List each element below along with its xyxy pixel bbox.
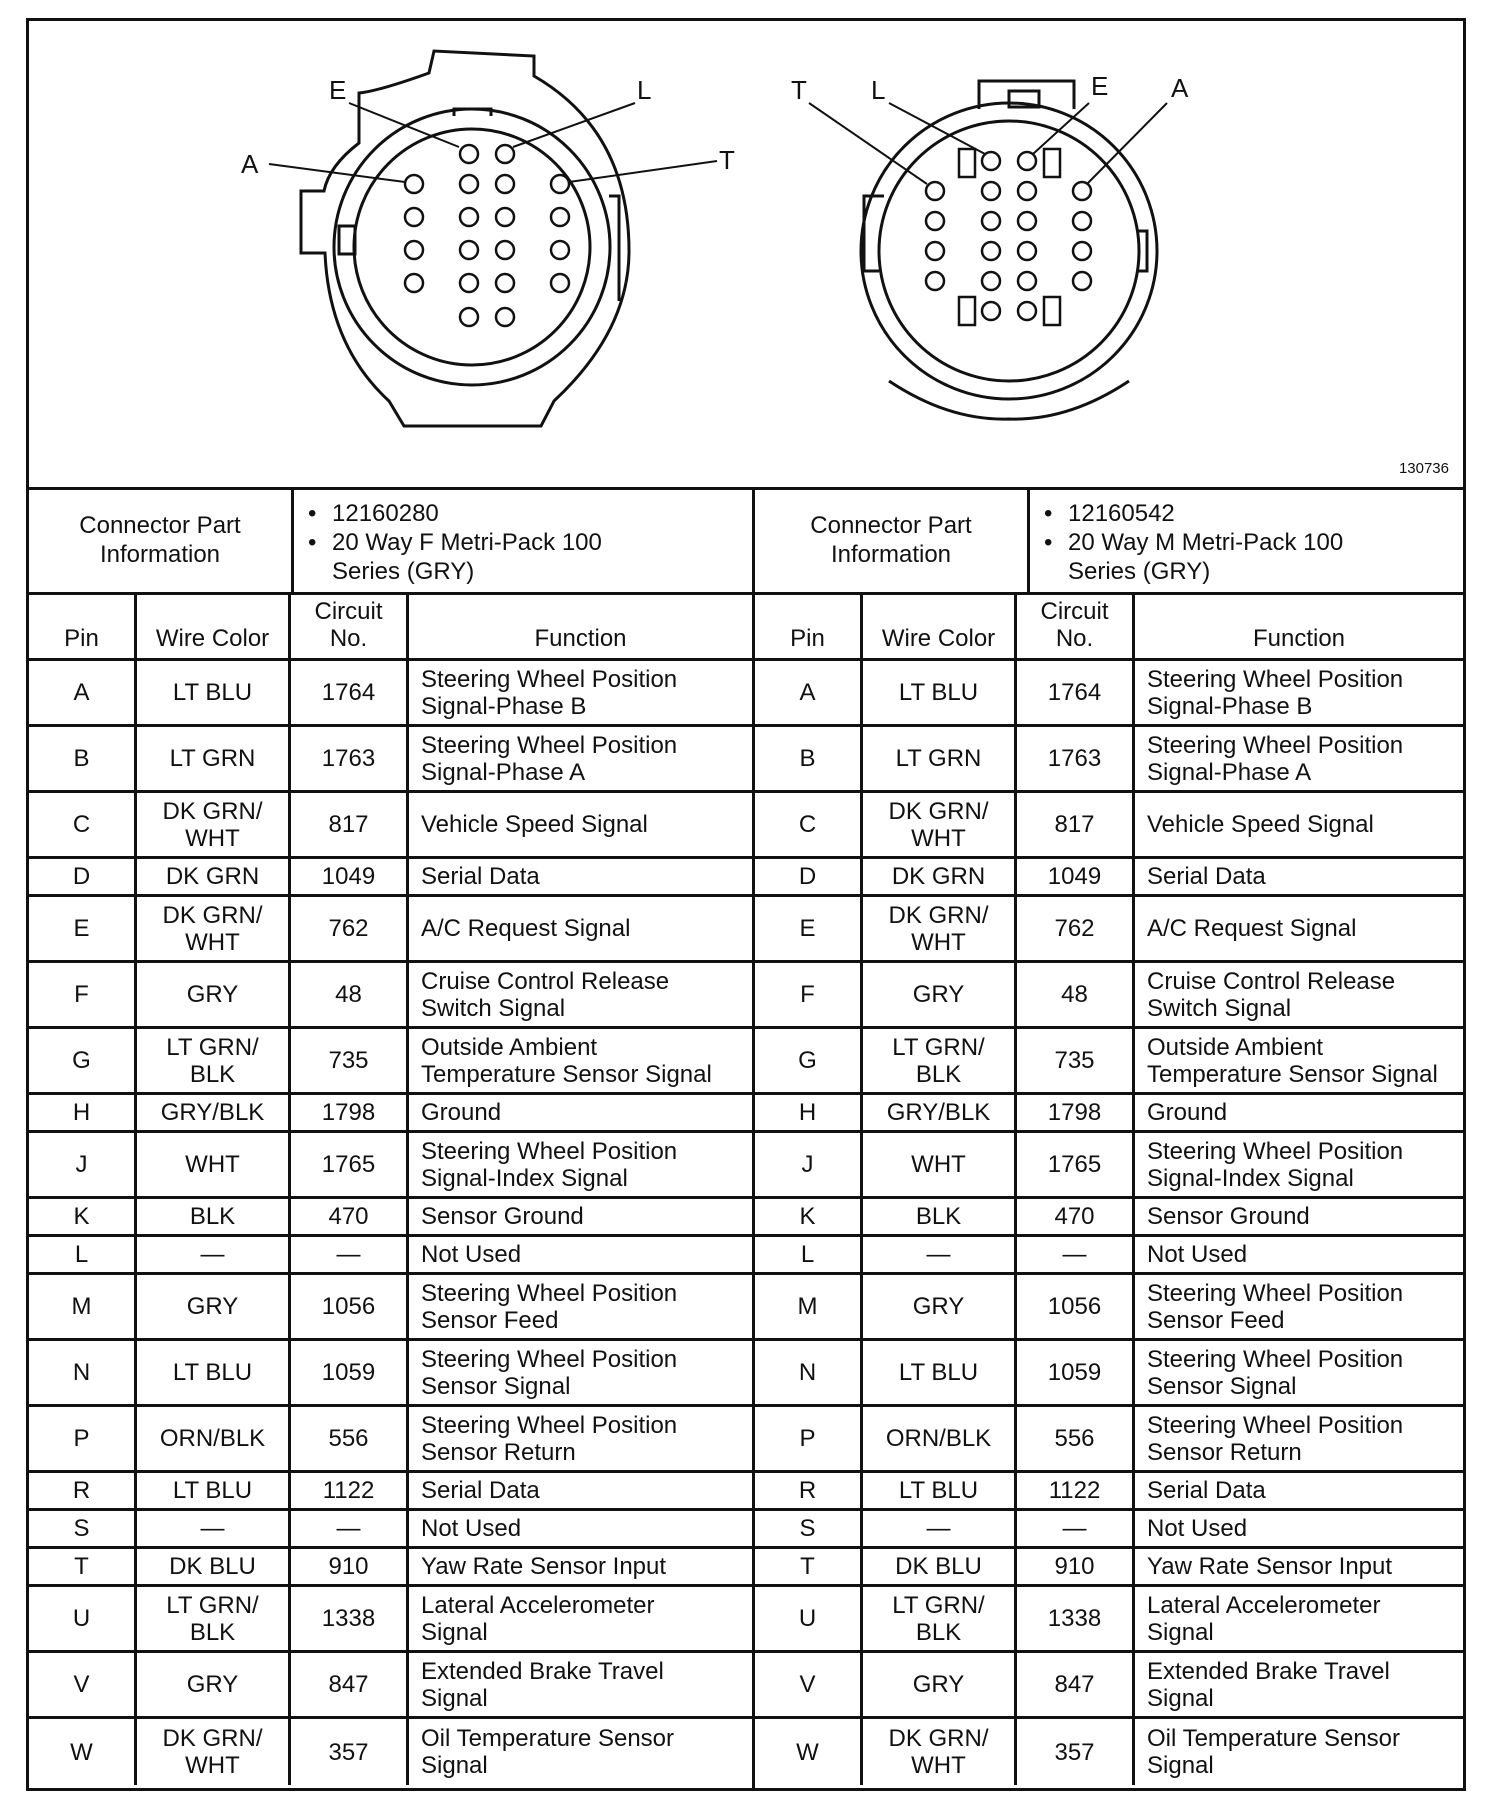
wire-color-cell: LT GRN/ BLK <box>863 1587 1017 1650</box>
table-row <box>29 727 752 793</box>
pin-cell: M <box>29 1275 137 1338</box>
pin-cell: J <box>29 1133 137 1196</box>
pin-cell: W <box>29 1719 137 1785</box>
circuit-cell: 735 <box>1017 1029 1135 1092</box>
wire-color-cell: LT BLU <box>137 1473 291 1508</box>
circuit-cell: 556 <box>1017 1407 1135 1470</box>
table-row <box>29 1549 752 1587</box>
function-cell: Ground <box>1147 1099 1228 1126</box>
circuit-cell: 847 <box>1017 1653 1135 1716</box>
pin-cell: N <box>755 1341 863 1404</box>
right-part-description: • 20 Way M Metri-Pack 100 Series (GRY) <box>1068 528 1463 586</box>
col-pin: Pin <box>755 595 863 658</box>
pin-cell: R <box>29 1473 137 1508</box>
function-cell: Serial Data <box>1147 863 1266 890</box>
circuit-cell: 357 <box>291 1719 409 1785</box>
pin-cell: C <box>29 793 137 856</box>
table-row <box>29 1407 752 1473</box>
col-wire-color: Wire Color <box>137 595 291 658</box>
left-callout-lines <box>269 103 717 182</box>
circuit-cell: 48 <box>291 963 409 1026</box>
circuit-cell: 1764 <box>291 661 409 724</box>
pin-cell: E <box>29 897 137 960</box>
table-row <box>29 1095 752 1133</box>
left-header-label: Connector Part Information <box>29 487 294 592</box>
left-connector-header <box>29 487 752 595</box>
table-row <box>755 1653 1463 1719</box>
circuit-cell: — <box>291 1511 409 1546</box>
pin-cell: S <box>29 1511 137 1546</box>
circuit-cell: 1763 <box>291 727 409 790</box>
table-row <box>29 661 752 727</box>
pin-cell: G <box>755 1029 863 1092</box>
wire-color-cell: LT BLU <box>137 661 291 724</box>
circuit-cell: 1338 <box>291 1587 409 1650</box>
pin-cell: H <box>755 1095 863 1130</box>
wire-color-cell: DK GRN <box>863 859 1017 894</box>
pin-cell: N <box>29 1341 137 1404</box>
wire-color-cell: GRY/BLK <box>137 1095 291 1130</box>
left-label-l: L <box>637 75 652 105</box>
function-cell: Steering Wheel Position Sensor Return <box>1147 1411 1404 1466</box>
right-column-headers <box>755 595 1463 661</box>
function-cell: Cruise Control Release Switch Signal <box>421 967 670 1022</box>
function-cell: Serial Data <box>421 1477 540 1504</box>
table-row <box>29 1133 752 1199</box>
circuit-cell: 357 <box>1017 1719 1135 1785</box>
function-cell: Steering Wheel Position Signal-Phase A <box>1147 731 1404 786</box>
pin-cell: U <box>29 1587 137 1650</box>
table-row <box>29 793 752 859</box>
pin-cell: T <box>755 1549 863 1584</box>
circuit-cell: 847 <box>291 1653 409 1716</box>
table-row <box>755 727 1463 793</box>
wire-color-cell: BLK <box>137 1199 291 1234</box>
function-cell: Oil Temperature Sensor Signal <box>421 1725 675 1779</box>
function-cell: A/C Request Signal <box>421 915 631 942</box>
pin-cell: J <box>755 1133 863 1196</box>
wire-color-cell: GRY <box>137 1653 291 1716</box>
pin-cell: M <box>755 1275 863 1338</box>
table-row <box>755 1549 1463 1587</box>
function-cell: Not Used <box>421 1515 522 1542</box>
function-cell: Steering Wheel Position Signal-Phase A <box>421 731 678 786</box>
wire-color-cell: ORN/BLK <box>137 1407 291 1470</box>
table-row <box>755 1511 1463 1549</box>
circuit-cell: 735 <box>291 1029 409 1092</box>
right-part-number: • 12160542 <box>1068 499 1463 528</box>
pin-cell: F <box>755 963 863 1026</box>
function-cell: Outside Ambient Temperature Sensor Signal <box>1147 1033 1438 1088</box>
circuit-cell: 1059 <box>291 1341 409 1404</box>
circuit-cell: 1763 <box>1017 727 1135 790</box>
col-circuit: Circuit No. <box>1017 595 1135 658</box>
table-row <box>29 1653 752 1719</box>
wire-color-cell: GRY <box>863 1275 1017 1338</box>
table-row <box>29 1473 752 1511</box>
function-cell: Vehicle Speed Signal <box>421 811 648 838</box>
pin-cell: K <box>29 1199 137 1234</box>
wire-color-cell: DK GRN <box>137 859 291 894</box>
table-row <box>755 1587 1463 1653</box>
circuit-cell: — <box>291 1237 409 1272</box>
wire-color-cell: DK GRN/ WHT <box>137 1719 291 1785</box>
circuit-cell: 1122 <box>291 1473 409 1508</box>
left-part-description: • 20 Way F Metri-Pack 100 Series (GRY) <box>332 528 752 586</box>
table-row <box>29 1029 752 1095</box>
table-row <box>29 1199 752 1237</box>
function-cell: Not Used <box>421 1241 522 1268</box>
function-cell: Serial Data <box>1147 1477 1266 1504</box>
col-function: Function <box>534 625 627 652</box>
pin-cell: D <box>29 859 137 894</box>
right-pin-rows <box>755 661 1463 1785</box>
pin-cell: A <box>29 661 137 724</box>
wire-color-cell: GRY/BLK <box>863 1095 1017 1130</box>
table-row <box>755 1407 1463 1473</box>
pin-cell: V <box>755 1653 863 1716</box>
wire-color-cell: GRY <box>863 963 1017 1026</box>
pin-cell: F <box>29 963 137 1026</box>
table-row <box>29 1275 752 1341</box>
function-cell: Outside Ambient Temperature Sensor Signal <box>421 1033 712 1088</box>
wire-color-cell: — <box>863 1511 1017 1546</box>
circuit-cell: 470 <box>291 1199 409 1234</box>
wire-color-cell: DK GRN/ WHT <box>863 897 1017 960</box>
table-row <box>755 1199 1463 1237</box>
function-cell: Steering Wheel Position Sensor Feed <box>421 1279 678 1334</box>
right-connector-inner-ring <box>879 121 1139 381</box>
col-circuit: Circuit No. <box>291 595 409 658</box>
wire-color-cell: GRY <box>137 1275 291 1338</box>
pin-cell: P <box>29 1407 137 1470</box>
circuit-cell: — <box>1017 1511 1135 1546</box>
table-row <box>755 793 1463 859</box>
pin-cell: T <box>29 1549 137 1584</box>
wire-color-cell: LT BLU <box>863 1473 1017 1508</box>
right-connector-ring <box>861 103 1157 399</box>
function-cell: Extended Brake Travel Signal <box>421 1657 664 1712</box>
function-cell: Oil Temperature Sensor Signal <box>1147 1725 1401 1779</box>
pin-cell: W <box>755 1719 863 1785</box>
circuit-cell: 1798 <box>1017 1095 1135 1130</box>
wire-color-cell: GRY <box>863 1653 1017 1716</box>
function-cell: Vehicle Speed Signal <box>1147 811 1374 838</box>
connector-diagram <box>29 21 1463 490</box>
table-row <box>29 1341 752 1407</box>
right-label-l: L <box>871 75 886 105</box>
pin-cell: C <box>755 793 863 856</box>
function-cell: Steering Wheel Position Signal-Phase B <box>421 665 678 720</box>
right-pin-holes <box>926 149 1091 325</box>
pin-cell: B <box>29 727 137 790</box>
wire-color-cell: DK BLU <box>137 1549 291 1584</box>
right-connector-header <box>755 487 1463 595</box>
function-cell: Cruise Control Release Switch Signal <box>1147 967 1396 1022</box>
circuit-cell: 1056 <box>291 1275 409 1338</box>
function-cell: Steering Wheel Position Sensor Signal <box>421 1345 678 1400</box>
pin-cell: B <box>755 727 863 790</box>
left-connector-shell <box>301 51 629 426</box>
function-cell: Lateral Accelerometer Signal <box>421 1591 655 1646</box>
pin-cell: L <box>29 1237 137 1272</box>
left-pin-rows <box>29 661 752 1785</box>
table-row <box>755 1029 1463 1095</box>
function-cell: Steering Wheel Position Signal-Index Signal <box>1147 1137 1404 1192</box>
function-cell: Steering Wheel Position Sensor Feed <box>1147 1279 1404 1334</box>
circuit-cell: 817 <box>291 793 409 856</box>
table-row <box>755 1095 1463 1133</box>
wire-color-cell: LT BLU <box>863 661 1017 724</box>
circuit-cell: 1765 <box>1017 1133 1135 1196</box>
col-wire-color: Wire Color <box>863 595 1017 658</box>
wire-color-cell: LT BLU <box>137 1341 291 1404</box>
pin-cell: P <box>755 1407 863 1470</box>
circuit-cell: 910 <box>291 1549 409 1584</box>
table-row <box>755 859 1463 897</box>
table-row <box>29 1587 752 1653</box>
table-row <box>29 963 752 1029</box>
table-row <box>29 859 752 897</box>
function-cell: Not Used <box>1147 1241 1248 1268</box>
wire-color-cell: LT GRN/ BLK <box>137 1587 291 1650</box>
wire-color-cell: DK GRN/ WHT <box>137 897 291 960</box>
circuit-cell: — <box>1017 1237 1135 1272</box>
table-row <box>755 1275 1463 1341</box>
connector-illustrations <box>29 21 1463 487</box>
table-row <box>755 661 1463 727</box>
function-cell: Not Used <box>1147 1515 1248 1542</box>
connector-document <box>26 18 1466 1791</box>
left-pin-holes <box>405 145 569 326</box>
circuit-cell: 556 <box>291 1407 409 1470</box>
table-row <box>755 1473 1463 1511</box>
circuit-cell: 1049 <box>291 859 409 894</box>
wire-color-cell: GRY <box>137 963 291 1026</box>
pin-cell: K <box>755 1199 863 1234</box>
function-cell: Steering Wheel Position Sensor Signal <box>1147 1345 1404 1400</box>
pin-cell: A <box>755 661 863 724</box>
table-row <box>755 1341 1463 1407</box>
right-label-t: T <box>791 75 807 105</box>
table-row <box>29 1511 752 1549</box>
wire-color-cell: BLK <box>863 1199 1017 1234</box>
function-cell: Steering Wheel Position Signal-Index Signal <box>421 1137 678 1192</box>
pin-cell: S <box>755 1511 863 1546</box>
function-cell: A/C Request Signal <box>1147 915 1357 942</box>
circuit-cell: 1049 <box>1017 859 1135 894</box>
table-row <box>755 963 1463 1029</box>
wire-color-cell: LT BLU <box>863 1341 1017 1404</box>
circuit-cell: 910 <box>1017 1549 1135 1584</box>
function-cell: Ground <box>421 1099 502 1126</box>
function-cell: Sensor Ground <box>1147 1203 1310 1230</box>
wire-color-cell: — <box>863 1237 1017 1272</box>
table-row <box>755 1133 1463 1199</box>
wire-color-cell: DK GRN/ WHT <box>863 1719 1017 1785</box>
table-row <box>29 1237 752 1275</box>
table-row <box>755 1237 1463 1275</box>
circuit-cell: 1122 <box>1017 1473 1135 1508</box>
right-header-label: Connector Part Information <box>755 487 1030 592</box>
table-row <box>29 1719 752 1785</box>
wire-color-cell: LT GRN/ BLK <box>863 1029 1017 1092</box>
left-part-number: • 12160280 <box>332 499 752 528</box>
function-cell: Lateral Accelerometer Signal <box>1147 1591 1381 1646</box>
wire-color-cell: LT GRN/ BLK <box>137 1029 291 1092</box>
circuit-cell: 48 <box>1017 963 1135 1026</box>
table-row <box>755 1719 1463 1785</box>
circuit-cell: 1338 <box>1017 1587 1135 1650</box>
right-label-a: A <box>1171 73 1189 103</box>
circuit-cell: 470 <box>1017 1199 1135 1234</box>
wire-color-cell: LT GRN <box>137 727 291 790</box>
function-cell: Extended Brake Travel Signal <box>1147 1657 1390 1712</box>
wire-color-cell: LT GRN <box>863 727 1017 790</box>
wire-color-cell: DK BLU <box>863 1549 1017 1584</box>
left-label-e: E <box>329 75 347 105</box>
wire-color-cell: WHT <box>137 1133 291 1196</box>
wire-color-cell: — <box>137 1237 291 1272</box>
circuit-cell: 1056 <box>1017 1275 1135 1338</box>
pin-cell: R <box>755 1473 863 1508</box>
function-cell: Yaw Rate Sensor Input <box>1147 1553 1393 1580</box>
pin-cell: G <box>29 1029 137 1092</box>
wire-color-cell: WHT <box>863 1133 1017 1196</box>
pin-cell: H <box>29 1095 137 1130</box>
function-cell: Sensor Ground <box>421 1203 584 1230</box>
pin-cell: L <box>755 1237 863 1272</box>
function-cell: Serial Data <box>421 863 540 890</box>
circuit-cell: 1765 <box>291 1133 409 1196</box>
col-pin: Pin <box>29 595 137 658</box>
pin-cell: E <box>755 897 863 960</box>
pin-cell: V <box>29 1653 137 1716</box>
function-cell: Steering Wheel Position Signal-Phase B <box>1147 665 1404 720</box>
table-row <box>29 897 752 963</box>
wire-color-cell: DK GRN/ WHT <box>137 793 291 856</box>
figure-number: 130736 <box>1398 460 1449 477</box>
wire-color-cell: — <box>137 1511 291 1546</box>
circuit-cell: 762 <box>1017 897 1135 960</box>
wire-color-cell: DK GRN/ WHT <box>863 793 1017 856</box>
circuit-cell: 1798 <box>291 1095 409 1130</box>
right-label-e: E <box>1091 71 1109 101</box>
left-label-t: T <box>719 145 735 175</box>
circuit-cell: 1059 <box>1017 1341 1135 1404</box>
circuit-cell: 762 <box>291 897 409 960</box>
function-cell: Yaw Rate Sensor Input <box>421 1553 667 1580</box>
pin-cell: D <box>755 859 863 894</box>
table-row <box>755 897 1463 963</box>
col-function: Function <box>1252 625 1346 652</box>
pin-cell: U <box>755 1587 863 1650</box>
function-cell: Steering Wheel Position Sensor Return <box>421 1411 678 1466</box>
left-label-a: A <box>241 149 259 179</box>
wire-color-cell: ORN/BLK <box>863 1407 1017 1470</box>
circuit-cell: 1764 <box>1017 661 1135 724</box>
left-column-headers <box>29 595 752 661</box>
circuit-cell: 817 <box>1017 793 1135 856</box>
